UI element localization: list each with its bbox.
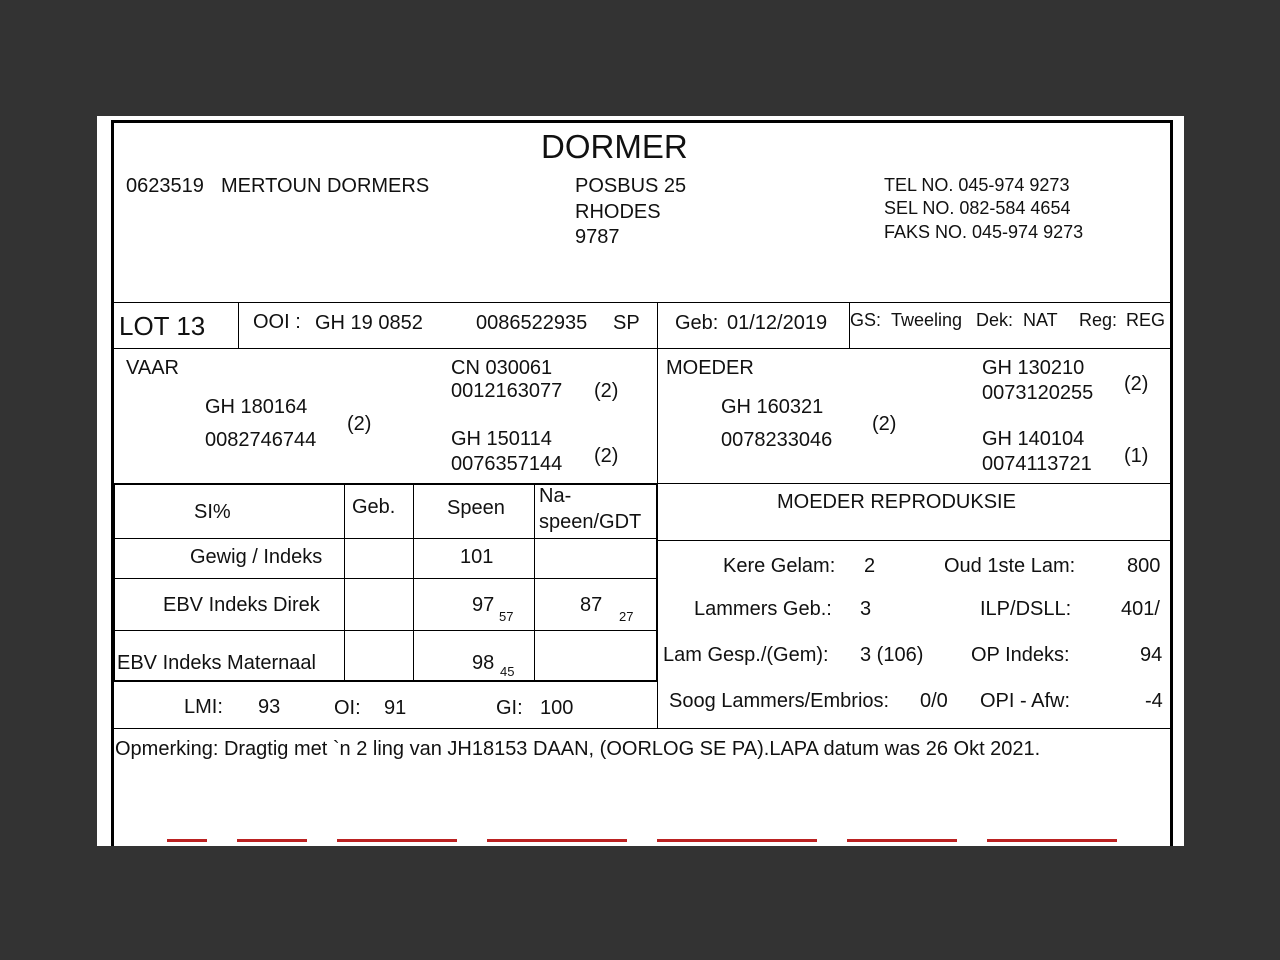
ilp-value: 401/: [1121, 598, 1160, 620]
row-label-ebv-maternaal: EBV Indeks Maternaal: [117, 652, 316, 674]
divider: [113, 630, 657, 631]
ooi-grade: SP: [613, 312, 640, 334]
vaar-dam-mark: (2): [594, 445, 619, 467]
vaar-dam-number: 0076357144: [451, 453, 563, 475]
breed-title: DORMER: [541, 128, 688, 165]
faks-number: FAKS NO. 045-974 9273: [884, 222, 1084, 242]
sel-number: SEL NO. 082-584 4654: [884, 198, 1071, 218]
op-indeks-label: OP Indeks:: [971, 644, 1070, 666]
ooi-label: OOI :: [253, 311, 301, 333]
divider: [113, 483, 657, 485]
ebv-maternaal-speen-sub: 45: [500, 664, 515, 679]
moeder-mark: (2): [872, 413, 897, 435]
divider: [113, 483, 115, 682]
remark-label: Opmerking:: [115, 738, 219, 760]
moeder-number: 0078233046: [721, 429, 833, 451]
vaar-id: GH 180164: [205, 396, 308, 418]
vaar-sire-id: CN 030061: [451, 357, 553, 379]
breeder-name: MERTOUN DORMERS: [221, 175, 430, 197]
divider: [657, 302, 658, 484]
ebv-direk-naspeen-sub: 27: [619, 609, 634, 624]
ilp-label: ILP/DSLL:: [980, 598, 1072, 620]
naspeen-header-1: Na-: [539, 485, 572, 507]
divider: [657, 680, 658, 728]
divider: [656, 483, 658, 682]
divider: [113, 680, 657, 682]
lammers-geb-value: 3: [860, 598, 872, 620]
vaar-dam-id: GH 150114: [451, 428, 552, 450]
reg-value: REG: [1126, 310, 1166, 330]
ebv-maternaal-speen: 98: [472, 652, 495, 674]
soog-label: Soog Lammers/Embrios:: [669, 690, 890, 712]
moeder-sire-mark: (2): [1124, 373, 1149, 395]
address-line-2: RHODES: [575, 201, 661, 223]
cutoff-red-text: [157, 839, 1137, 846]
naspeen-header-2: speen/GDT: [539, 511, 642, 533]
divider: [238, 302, 239, 348]
lammers-geb-label: Lammers Geb.:: [694, 598, 832, 620]
op-indeks-value: 94: [1140, 644, 1163, 666]
divider: [113, 578, 657, 579]
vaar-number: 0082746744: [205, 429, 317, 451]
ooi-id: GH 19 0852: [315, 312, 423, 334]
reg-label: Reg:: [1079, 310, 1118, 330]
lam-gesp-value: 3 (106): [860, 644, 924, 666]
divider: [344, 483, 345, 681]
gi-label: GI:: [496, 697, 523, 719]
reproduction-title: MOEDER REPRODUKSIE: [777, 491, 1016, 513]
address-line-1: POSBUS 25: [575, 175, 687, 197]
row-label-ebv-direk: EBV Indeks Direk: [163, 594, 320, 616]
divider: [413, 483, 414, 681]
ebv-direk-speen: 97: [472, 594, 495, 616]
address-line-3: 9787: [575, 226, 620, 248]
vaar-mark: (2): [347, 413, 372, 435]
ebv-direk-naspeen: 87: [580, 594, 603, 616]
gewig-speen: 101: [460, 546, 494, 568]
birth-date: 01/12/2019: [727, 312, 828, 334]
tel-number: TEL NO. 045-974 9273: [884, 175, 1070, 195]
divider: [657, 483, 1171, 484]
moeder-id: GH 160321: [721, 396, 824, 418]
vaar-sire-mark: (2): [594, 380, 619, 402]
remark-text: Dragtig met `n 2 ling van JH18153 DAAN, (OORLOG SE PA).LAPA datum was 26 Okt 2021.: [223, 738, 1041, 760]
moeder-sire-number: 0073120255: [982, 382, 1094, 404]
moeder-dam-id: GH 140104: [982, 428, 1085, 450]
divider: [657, 540, 1171, 541]
opi-label: OPI - Afw:: [980, 690, 1071, 712]
moeder-label: MOEDER: [666, 357, 754, 379]
gi-value: 100: [540, 697, 574, 719]
moeder-sire-id: GH 130210: [982, 357, 1085, 379]
oud-label: Oud 1ste Lam:: [944, 555, 1076, 577]
geb-header: Geb.: [352, 496, 396, 518]
ooi-number: 0086522935: [476, 312, 588, 334]
soog-value: 0/0: [920, 690, 948, 712]
divider: [113, 348, 1171, 349]
moeder-dam-mark: (1): [1124, 445, 1149, 467]
divider: [113, 538, 657, 539]
opi-value: -4: [1145, 690, 1163, 712]
si-header: SI%: [194, 501, 231, 523]
ebv-direk-speen-sub: 57: [499, 609, 514, 624]
oi-label: OI:: [334, 697, 361, 719]
vaar-sire-number: 0012163077: [451, 380, 563, 402]
vaar-label: VAAR: [126, 357, 179, 379]
row-label-gewig: Gewig / Indeks: [190, 546, 323, 568]
dek-value: NAT: [1023, 310, 1058, 330]
speen-header: Speen: [447, 497, 505, 519]
breeder-code: 0623519: [126, 175, 204, 197]
birth-label: Geb:: [675, 312, 719, 334]
gs-label: GS:: [850, 310, 882, 330]
dek-label: Dek:: [976, 310, 1014, 330]
divider: [534, 483, 535, 681]
lmi-value: 93: [258, 696, 281, 718]
oud-value: 800: [1127, 555, 1161, 577]
divider: [113, 302, 1171, 303]
lot-card: [97, 116, 1184, 846]
kere-gelam-value: 2: [864, 555, 876, 577]
moeder-dam-number: 0074113721: [982, 453, 1092, 475]
lam-gesp-label: Lam Gesp./(Gem):: [663, 644, 829, 666]
gs-value: Tweeling: [891, 310, 963, 330]
lot-number: LOT 13: [119, 311, 206, 341]
remark: [115, 739, 1040, 759]
oi-value: 91: [384, 697, 407, 719]
kere-gelam-label: Kere Gelam:: [723, 555, 836, 577]
lmi-label: LMI:: [184, 696, 223, 718]
divider: [113, 728, 1171, 729]
